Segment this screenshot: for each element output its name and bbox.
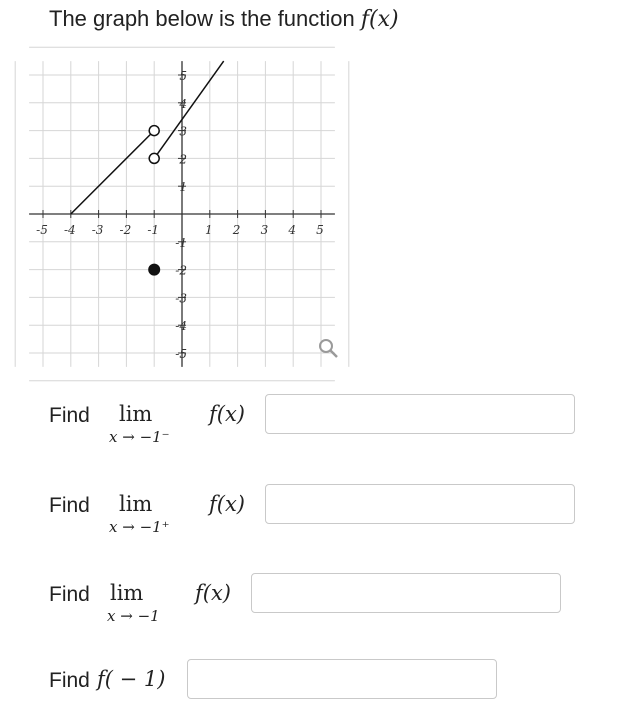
question-title (49, 6, 399, 32)
lim-subscript: x → −1 (107, 607, 160, 625)
open-point (149, 126, 159, 136)
x-tick-label: 2 (232, 223, 241, 237)
x-tick-label: 5 (316, 223, 324, 237)
graph-segment (154, 61, 224, 158)
y-tick-label: -3 (175, 291, 187, 306)
y-tick-label: 5 (179, 69, 187, 83)
answer-input-right-limit[interactable] (265, 484, 575, 524)
answer-input-function-value[interactable] (187, 659, 497, 699)
x-tick-label: 3 (260, 223, 269, 237)
y-tick-label: -1 (175, 235, 187, 250)
answer-input-left-limit[interactable] (265, 394, 575, 434)
x-tick-label: -1 (147, 223, 160, 237)
function-label: f(x) (209, 402, 246, 426)
find-label: Find (49, 583, 90, 606)
answer-input-limit[interactable] (251, 573, 561, 613)
y-tick-label: -5 (175, 347, 187, 361)
x-tick-label: -4 (63, 223, 76, 237)
x-tick-label: 1 (204, 223, 213, 237)
closed-point (149, 264, 160, 275)
lim-label: lim (119, 492, 153, 516)
graph-segment (71, 131, 154, 214)
question-function-value (49, 661, 499, 705)
x-tick-label: 4 (288, 223, 297, 237)
function-graph (36, 62, 350, 362)
magnifier-icon[interactable] (317, 337, 341, 366)
x-tick-label: -2 (119, 223, 132, 237)
function-label: f(x) (195, 581, 232, 605)
find-label: Find (49, 669, 90, 692)
question-limit-left (49, 396, 579, 446)
title-function: f(x) (360, 7, 399, 32)
lim-label: lim (119, 402, 153, 426)
lim-subscript: x → −1⁺ (109, 518, 170, 536)
find-label: Find (49, 404, 90, 427)
y-tick-label: 1 (179, 180, 187, 195)
x-tick-label: -5 (36, 223, 48, 237)
y-tick-label: -4 (175, 319, 187, 334)
y-tick-label: 4 (179, 96, 187, 111)
y-tick-label: -2 (175, 263, 187, 278)
y-tick-label: 3 (179, 124, 187, 139)
question-limit-two-sided (49, 575, 564, 625)
title-text: The graph below is the function (49, 6, 361, 31)
x-tick-label: -3 (91, 223, 104, 237)
function-label: f(x) (209, 492, 246, 516)
open-point (149, 153, 159, 163)
question-limit-right (49, 486, 579, 536)
lim-label: lim (110, 581, 144, 605)
lim-subscript: x → −1⁻ (109, 428, 170, 446)
find-label: Find (49, 494, 90, 517)
y-tick-label: 2 (179, 152, 187, 167)
function-value-label: f( − 1) (97, 667, 166, 691)
